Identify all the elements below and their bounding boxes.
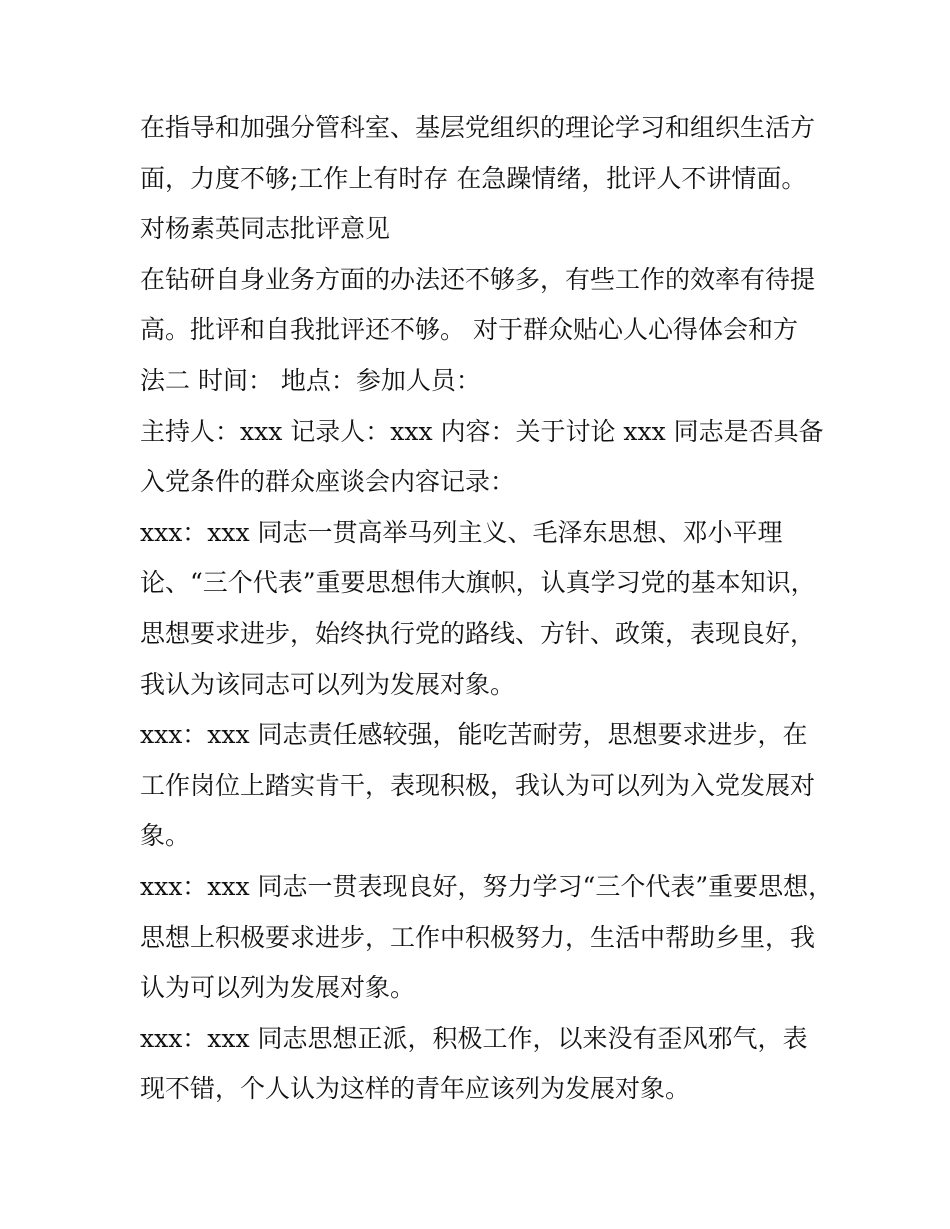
text-line: xxx：xxx 同志一贯表现良好，努力学习“三个代表”重要思想，	[140, 871, 834, 901]
text-line: 认为可以列为发展对象。	[140, 973, 416, 1003]
text-line: 象。	[140, 821, 191, 851]
text-line: 现不错，个人认为这样的青年应该列为发展对象。	[140, 1074, 691, 1104]
text-line: 思想上积极要求进步，工作中积极努力，生活中帮助乡里，我	[140, 922, 816, 952]
document-body	[140, 103, 834, 1115]
text-line: 入党条件的群众座谈会内容记录：	[140, 467, 516, 497]
text-line: 主持人：xxx 记录人：xxx 内容：关于讨论 xxx 同志是否具备	[140, 416, 824, 446]
text-line: xxx：xxx 同志思想正派，积极工作，以来没有歪风邪气，表	[140, 1023, 808, 1053]
text-line: 我认为该同志可以列为发展对象。	[140, 669, 516, 699]
text-line: 在指导和加强分管科室、基层党组织的理论学习和组织生活方	[140, 113, 816, 142]
text-line: 法二 时间： 地点：参加人员：	[140, 365, 481, 395]
text-line: 高。批评和自我批评还不够。 对于群众贴心人心得体会和方	[140, 315, 798, 345]
text-line: 面，力度不够;工作上有时存 在急躁情绪，批评人不讲情面。	[140, 163, 807, 193]
text-line: xxx：xxx 同志一贯高举马列主义、毛泽东思想、邓小平理	[140, 517, 783, 547]
text-line: xxx：xxx 同志责任感较强，能吃苦耐劳，思想要求进步，在	[140, 720, 808, 750]
text-line: 工作岗位上踏实肯干，表现积极，我认为可以列为入党发展对	[140, 770, 816, 800]
text-line: 论、“三个代表”重要思想伟大旗帜，认真学习党的基本知识，	[140, 568, 816, 598]
text-line: 思想要求进步，始终执行党的路线、方针、政策，表现良好，	[140, 618, 816, 648]
text-line: 在钻研自身业务方面的办法还不够多，有些工作的效率有待提	[140, 264, 816, 294]
section-heading: 对杨素英同志批评意见	[140, 214, 391, 244]
